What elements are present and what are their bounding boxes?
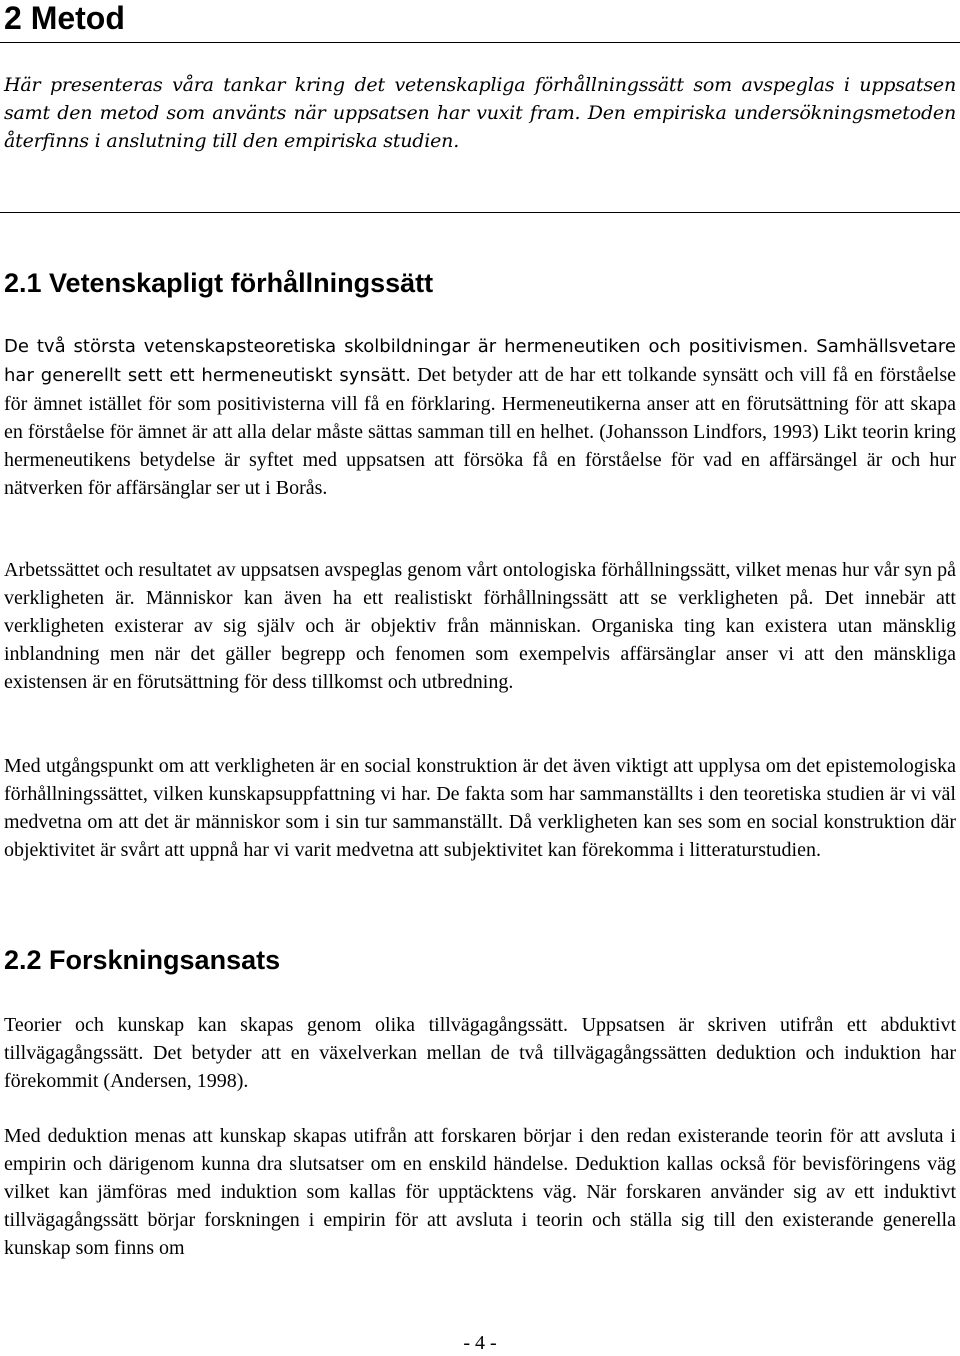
section-1-paragraph-2: Arbetssättet och resultatet av uppsatsen avspeglas genom vårt ontologiska förhållningssätt, vilket menas hur vår syn på verkligheten är. Människor kan även ha ett realistiskt förhållningssätt att se verkligheten på. Det innebär att verkligheten existerar av sig själv och är objektiv från människan. Organiska ting kan existera utan mänsklig inblandning men när det gäller begrepp och fenomen som exempelvis affärsänglar anser vi att den mänskliga existensen är en förutsättning för dess tillkomst och utbredning. <box>4 559 956 693</box>
page-number: - 4 - <box>463 1332 497 1354</box>
section-1-title: 2.1 Vetenskapligt förhållningssätt <box>4 268 434 298</box>
top-divider <box>0 42 960 43</box>
section-divider <box>0 212 960 213</box>
paragraph-1-lead: De två största vetenskapsteoretiska skolbildningar är hermeneutiken och positivismen. Samhällsvetare har generellt sett ett hermeneutiskt synsätt. <box>4 336 956 386</box>
paragraph-1-tail: (Johansson Lindfors, 1993) Likt teorin kring hermeneutikens betydelse är syftet med uppsatsen att försöka få en förståelse för vad en affärsängel är och hur nätverken för affärsänglar ser ut i Borås. <box>4 421 957 499</box>
paragraph-1-body: Det betyder att de har ett tolkande synsätt och vill få en förståelse för ämnet istället för som positivisterna vill få en förklaring. Hermeneutikerna anser att en förutsättning för att skapa en förståelse för ämnet är att alla delar måste sättas samman till en helhet. <box>4 364 956 443</box>
chapter-title: 2 Metod <box>4 0 125 36</box>
section-2-title: 2.2 Forskningsansats <box>4 945 281 975</box>
chapter-intro: Här presenteras våra tankar kring det vetenskapliga förhållningssätt som avspeglas i uppsatsen samt den metod som använts när uppsatsen har vuxit fram. Den empiriska undersökningsmetoden återfinns i anslutning till den empiriska studien. <box>4 74 956 152</box>
section-1-paragraph-3: Med utgångspunkt om att verkligheten är en social konstruktion är det även viktigt att upplysa om det epistemologiska förhållningssättet, vilken kunskapsuppfattning vi har. De fakta som har sammanställts i den teoretiska studien är vi väl medvetna om att det är människor som i sin tur sammanställt. Då verkligheten kan ses som en social konstruktion där objektivitet är svårt att uppnå har vi varit medvetna att subjektivitet kan förekomma i litteraturstudien. <box>4 755 956 861</box>
section-2-paragraph-1: Teorier och kunskap kan skapas genom olika tillvägagångssätt. Uppsatsen är skriven utifrån ett abduktivt tillvägagångssätt. Det betyder att en växelverkan mellan de två tillvägagångssätten deduktion och induktion har förekommit (Andersen, 1998). <box>4 1014 956 1092</box>
section-2-paragraph-2: Med deduktion menas att kunskap skapas utifrån att forskaren börjar i den redan existerande teorin för att avsluta i empirin och därigenom kunna dra slutsatser om en enskild händelse. Deduktion kallas också för bevisföringens väg vilket kan jämföras med induktion som kallas för upptäcktens väg. När forskaren använder sig av ett induktivt tillvägagångssätt börjar forskningen i empirin för att avsluta i teorin och ställa sig till den existerande generella kunskap som finns om <box>4 1125 956 1259</box>
section-1-paragraph-1 <box>4 332 956 502</box>
